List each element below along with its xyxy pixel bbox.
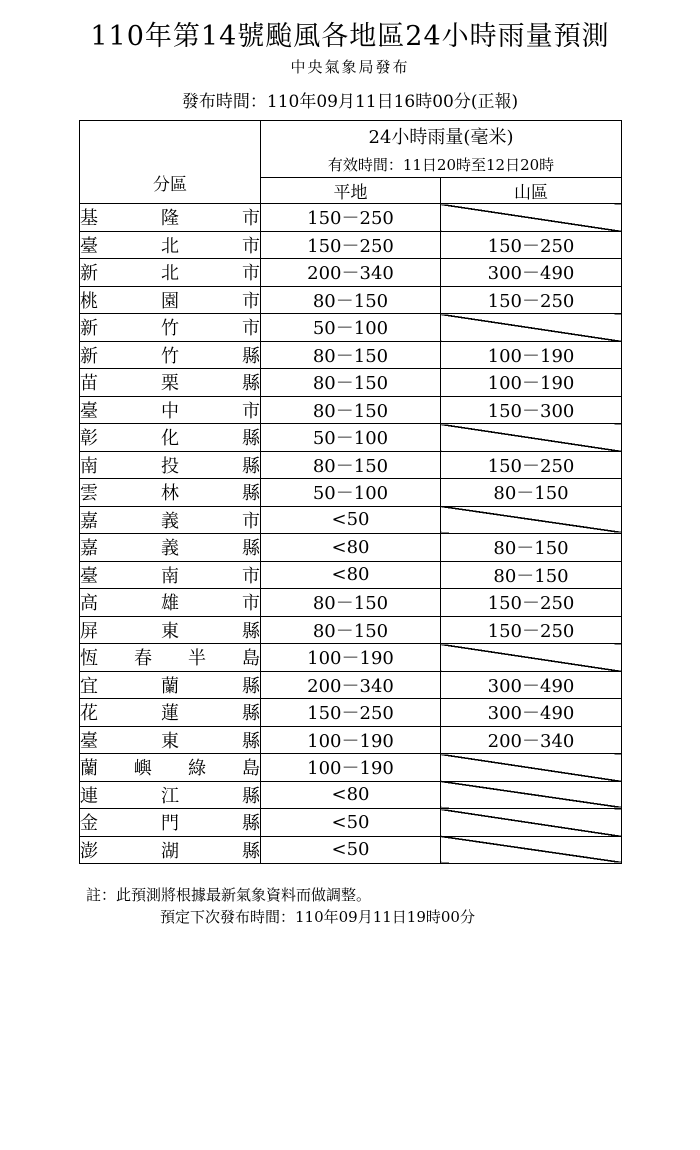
region-cell bbox=[80, 424, 261, 452]
table-row bbox=[80, 589, 622, 617]
region-cell bbox=[80, 314, 261, 342]
plain-rainfall: 50－100 bbox=[261, 479, 441, 507]
mountain-column-header: 山區 bbox=[441, 178, 622, 204]
region-name: 澎 湖 縣 bbox=[80, 840, 260, 862]
table-row bbox=[80, 699, 622, 727]
issue-time: 發布時間：110年09月11日16時00分(正報) bbox=[181, 92, 519, 112]
region-name: 雲 林 縣 bbox=[80, 483, 260, 505]
mountain-rainfall: 100－190 bbox=[441, 369, 622, 397]
region-cell bbox=[80, 644, 261, 672]
plain-rainfall: 100－190 bbox=[261, 754, 441, 782]
publisher: 中央氣象局發布 bbox=[290, 58, 410, 76]
mountain-rainfall-na bbox=[441, 506, 622, 534]
region-cell bbox=[80, 754, 261, 782]
plain-rainfall: <50 bbox=[261, 506, 441, 534]
region-cell bbox=[80, 781, 261, 809]
plain-rainfall: <80 bbox=[261, 781, 441, 809]
table-row bbox=[80, 424, 622, 452]
mountain-rainfall: 150－250 bbox=[441, 451, 622, 479]
mountain-rainfall-na bbox=[441, 809, 622, 837]
mountain-rainfall-na bbox=[441, 424, 622, 452]
mountain-rainfall: 150－250 bbox=[441, 616, 622, 644]
table-row bbox=[80, 506, 622, 534]
region-name: 桃 園 市 bbox=[80, 290, 260, 312]
region-column-header: 分區 bbox=[80, 121, 261, 204]
plain-rainfall: 80－150 bbox=[261, 396, 441, 424]
table-row bbox=[80, 369, 622, 397]
region-name: 苗 栗 縣 bbox=[80, 373, 260, 395]
region-name: 南 投 縣 bbox=[80, 455, 260, 477]
mountain-rainfall: 150－300 bbox=[441, 396, 622, 424]
mountain-rainfall: 300－490 bbox=[441, 671, 622, 699]
table-row bbox=[80, 561, 622, 589]
table-row bbox=[80, 644, 622, 672]
table-row bbox=[80, 451, 622, 479]
mountain-rainfall-na bbox=[441, 836, 622, 864]
region-name: 屏 東 縣 bbox=[80, 620, 260, 642]
valid-time: 有效時間：11日20時至12日20時 bbox=[261, 151, 622, 178]
region-cell bbox=[80, 534, 261, 562]
region-cell bbox=[80, 204, 261, 232]
plain-rainfall: <50 bbox=[261, 836, 441, 864]
plain-rainfall: 150－250 bbox=[261, 204, 441, 232]
region-cell bbox=[80, 231, 261, 259]
region-name: 宜 蘭 縣 bbox=[80, 675, 260, 697]
region-name: 臺 北 市 bbox=[80, 235, 260, 257]
region-cell bbox=[80, 369, 261, 397]
region-cell bbox=[80, 479, 261, 507]
region-name: 嘉 義 市 bbox=[80, 510, 260, 532]
region-name: 基 隆 市 bbox=[80, 208, 260, 230]
mountain-rainfall: 200－340 bbox=[441, 726, 622, 754]
region-cell bbox=[80, 396, 261, 424]
plain-rainfall: 50－100 bbox=[261, 424, 441, 452]
next-issue-time: 預定下次發布時間：110年09月11日19時00分 bbox=[160, 908, 475, 926]
table-row bbox=[80, 754, 622, 782]
plain-rainfall: 50－100 bbox=[261, 314, 441, 342]
mountain-rainfall-na bbox=[441, 204, 622, 232]
mountain-rainfall: 80－150 bbox=[441, 534, 622, 562]
plain-rainfall: 80－150 bbox=[261, 369, 441, 397]
plain-rainfall: <80 bbox=[261, 534, 441, 562]
mountain-rainfall: 80－150 bbox=[441, 479, 622, 507]
mountain-rainfall: 150－250 bbox=[441, 286, 622, 314]
region-name: 高 雄 市 bbox=[80, 593, 260, 615]
region-cell bbox=[80, 836, 261, 864]
table-row bbox=[80, 836, 622, 864]
table-row bbox=[80, 616, 622, 644]
mountain-rainfall: 150－250 bbox=[441, 589, 622, 617]
plain-rainfall: <50 bbox=[261, 809, 441, 837]
table-row bbox=[80, 479, 622, 507]
table-row bbox=[80, 809, 622, 837]
mountain-rainfall-na bbox=[441, 314, 622, 342]
region-name: 新 竹 縣 bbox=[80, 345, 260, 367]
plain-rainfall: 80－150 bbox=[261, 341, 441, 369]
rainfall-header: 24小時雨量(毫米) bbox=[261, 121, 622, 152]
region-name: 金 門 縣 bbox=[80, 813, 260, 835]
table-row bbox=[80, 671, 622, 699]
region-name: 連 江 縣 bbox=[80, 785, 260, 807]
region-cell bbox=[80, 699, 261, 727]
region-name: 恆 春 半 島 bbox=[80, 648, 260, 670]
region-cell bbox=[80, 726, 261, 754]
mountain-rainfall-na bbox=[441, 754, 622, 782]
plain-rainfall: 80－150 bbox=[261, 451, 441, 479]
region-name: 新 北 市 bbox=[80, 263, 260, 285]
region-cell bbox=[80, 341, 261, 369]
region-name: 臺 南 市 bbox=[80, 565, 260, 587]
plain-rainfall: <80 bbox=[261, 561, 441, 589]
region-cell bbox=[80, 286, 261, 314]
region-cell bbox=[80, 259, 261, 287]
mountain-rainfall: 300－490 bbox=[441, 259, 622, 287]
document-title: 110年第14號颱風各地區24小時雨量預測 bbox=[90, 21, 610, 52]
mountain-rainfall: 300－490 bbox=[441, 699, 622, 727]
plain-rainfall: 80－150 bbox=[261, 589, 441, 617]
plain-rainfall: 80－150 bbox=[261, 286, 441, 314]
region-cell bbox=[80, 561, 261, 589]
plain-rainfall: 200－340 bbox=[261, 259, 441, 287]
region-name: 彰 化 縣 bbox=[80, 428, 260, 450]
region-name: 蘭 嶼 綠 島 bbox=[80, 758, 260, 780]
mountain-rainfall: 100－190 bbox=[441, 341, 622, 369]
table-row bbox=[80, 286, 622, 314]
plain-rainfall: 80－150 bbox=[261, 616, 441, 644]
table-row bbox=[80, 231, 622, 259]
region-name: 花 蓮 縣 bbox=[80, 703, 260, 725]
region-cell bbox=[80, 451, 261, 479]
mountain-rainfall: 150－250 bbox=[441, 231, 622, 259]
table-row bbox=[80, 259, 622, 287]
region-name: 新 竹 市 bbox=[80, 318, 260, 340]
plain-rainfall: 150－250 bbox=[261, 231, 441, 259]
table-row bbox=[80, 781, 622, 809]
region-name: 臺 中 市 bbox=[80, 400, 260, 422]
table-row bbox=[80, 534, 622, 562]
plain-column-header: 平地 bbox=[261, 178, 441, 204]
table-row bbox=[80, 396, 622, 424]
region-cell bbox=[80, 671, 261, 699]
plain-rainfall: 100－190 bbox=[261, 644, 441, 672]
mountain-rainfall-na bbox=[441, 644, 622, 672]
rainfall-table bbox=[79, 120, 622, 864]
plain-rainfall: 200－340 bbox=[261, 671, 441, 699]
region-cell bbox=[80, 616, 261, 644]
region-cell bbox=[80, 589, 261, 617]
region-name: 臺 東 縣 bbox=[80, 730, 260, 752]
table-row bbox=[80, 314, 622, 342]
plain-rainfall: 150－250 bbox=[261, 699, 441, 727]
region-name: 嘉 義 縣 bbox=[80, 538, 260, 560]
table-row bbox=[80, 726, 622, 754]
region-cell bbox=[80, 809, 261, 837]
table-row bbox=[80, 341, 622, 369]
note: 註：此預測將根據最新氣象資料而做調整。 bbox=[86, 886, 372, 904]
mountain-rainfall-na bbox=[441, 781, 622, 809]
region-cell bbox=[80, 506, 261, 534]
table-row bbox=[80, 204, 622, 232]
plain-rainfall: 100－190 bbox=[261, 726, 441, 754]
mountain-rainfall: 80－150 bbox=[441, 561, 622, 589]
